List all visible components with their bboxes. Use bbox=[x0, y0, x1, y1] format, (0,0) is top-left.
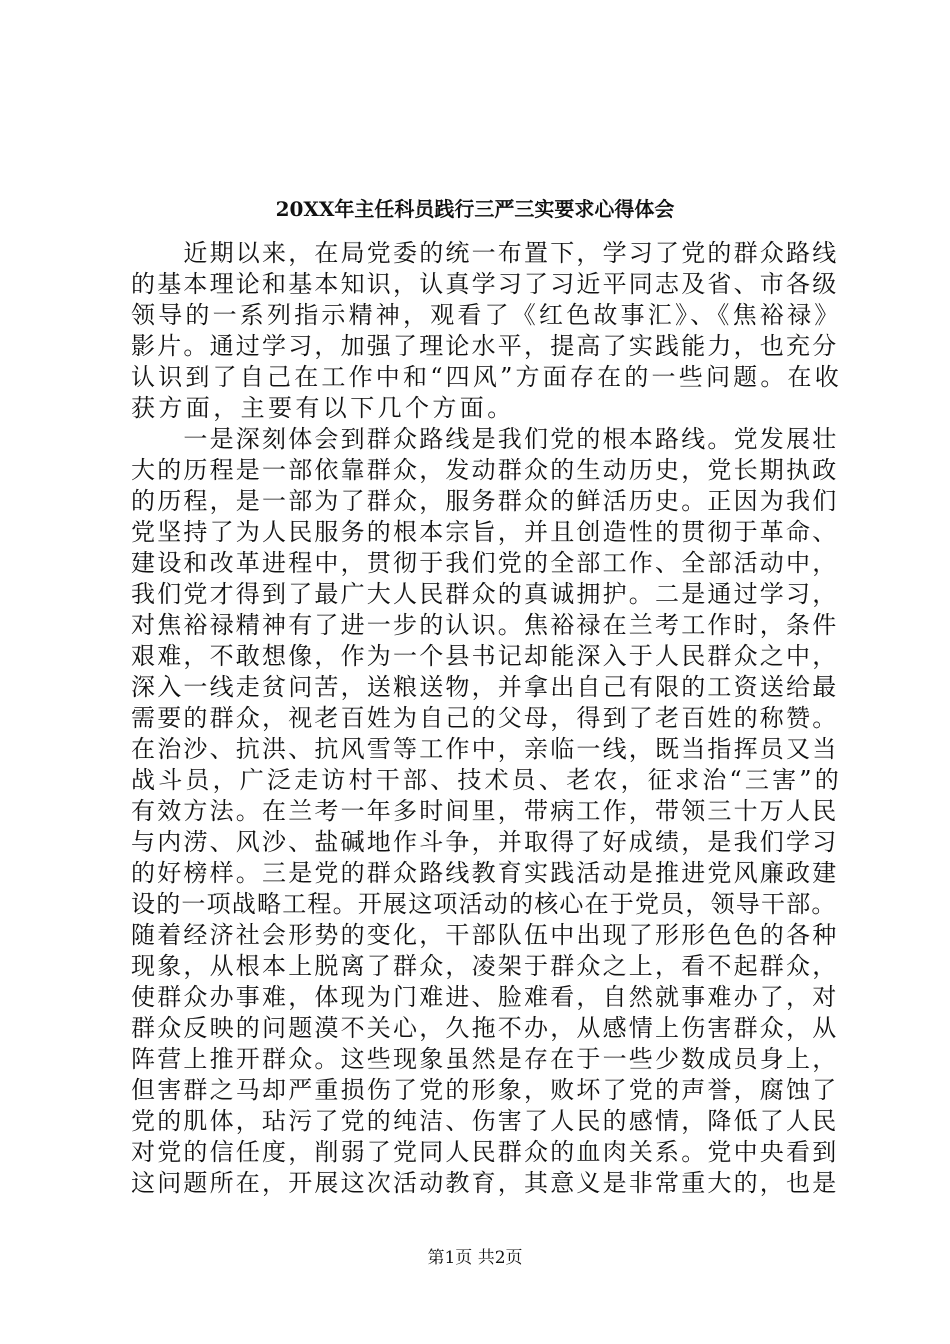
body-line: 认识到了自己在工作中和“四风”方面存在的一些问题。在收 bbox=[131, 363, 842, 391]
body-line: 战斗员，广泛走访村干部、技术员、老农，征求治“三害”的 bbox=[131, 766, 842, 794]
body-line: 随着经济社会形势的变化，干部队伍中出现了形形色色的各种 bbox=[131, 921, 839, 949]
body-line: 阵营上推开群众。这些现象虽然是存在于一些少数成员身上， bbox=[131, 1045, 839, 1073]
body-line: 需要的群众，视老百姓为自己的父母，得到了老百姓的称赞。 bbox=[131, 704, 839, 732]
body-line: 艰难，不敢想像，作为一个县书记却能深入于人民群众之中， bbox=[131, 642, 839, 670]
body-line: 深入一线走贫问苦，送粮送物，并拿出自己有限的工资送给最 bbox=[131, 673, 839, 701]
body-line: 群众反映的问题漠不关心，久拖不办，从感情上伤害群众，从 bbox=[131, 1014, 839, 1042]
page-number: 第1页 共2页 bbox=[427, 1248, 523, 1268]
body-line: 这问题所在，开展这次活动教育，其意义是非常重大的，也是 bbox=[131, 1169, 839, 1197]
body-line: 的基本理论和基本知识，认真学习了习近平同志及省、市各级 bbox=[131, 270, 839, 298]
body-line: 设的一项战略工程。开展这项活动的核心在于党员，领导干部。 bbox=[131, 890, 837, 918]
body-line: 但害群之马却严重损伤了党的形象，败坏了党的声誉，腐蚀了 bbox=[131, 1076, 839, 1104]
body-line: 影片。通过学习，加强了理论水平，提高了实践能力，也充分 bbox=[131, 332, 839, 360]
body-line: 与内涝、风沙、盐碱地作斗争，并取得了好成绩，是我们学习 bbox=[131, 828, 839, 856]
body-line: 使群众办事难，体现为门难进、脸难看，自然就事难办了，对 bbox=[131, 983, 839, 1011]
body-line: 获方面，主要有以下几个方面。 bbox=[131, 394, 515, 422]
body-line: 对焦裕禄精神有了进一步的认识。焦裕禄在兰考工作时，条件 bbox=[131, 611, 839, 639]
body-line: 建设和改革进程中，贯彻于我们党的全部工作、全部活动中， bbox=[131, 549, 839, 577]
body-line: 近期以来，在局党委的统一布置下，学习了党的群众路线 bbox=[131, 239, 839, 267]
body-line: 一是深刻体会到群众路线是我们党的根本路线。党发展壮 bbox=[131, 425, 839, 453]
document-title: 20XX年主任科员践行三严三实要求心得体会 bbox=[275, 197, 675, 221]
body-line: 在治沙、抗洪、抗风雪等工作中，亲临一线，既当指挥员又当 bbox=[131, 735, 839, 763]
body-line: 有效方法。在兰考一年多时间里，带病工作，带领三十万人民 bbox=[131, 797, 839, 825]
body-line: 的好榜样。三是党的群众路线教育实践活动是推进党风廉政建 bbox=[131, 859, 839, 887]
body-line: 对党的信任度，削弱了党同人民群众的血肉关系。党中央看到 bbox=[131, 1138, 839, 1166]
body-line: 领导的一系列指示精神，观看了《红色故事汇》、《焦裕禄》 bbox=[131, 301, 842, 329]
body-line: 我们党才得到了最广大人民群众的真诚拥护。二是通过学习， bbox=[131, 580, 839, 608]
body-line: 党坚持了为人民服务的根本宗旨，并且创造性的贯彻于革命、 bbox=[131, 518, 839, 546]
body-line: 大的历程是一部依靠群众，发动群众的生动历史，党长期执政 bbox=[131, 456, 839, 484]
body-line: 现象，从根本上脱离了群众，凌架于群众之上，看不起群众， bbox=[131, 952, 839, 980]
body-line: 党的肌体，玷污了党的纯洁、伤害了人民的感情，降低了人民 bbox=[131, 1107, 839, 1135]
body-line: 的历程，是一部为了群众，服务群众的鲜活历史。正因为我们 bbox=[131, 487, 839, 515]
